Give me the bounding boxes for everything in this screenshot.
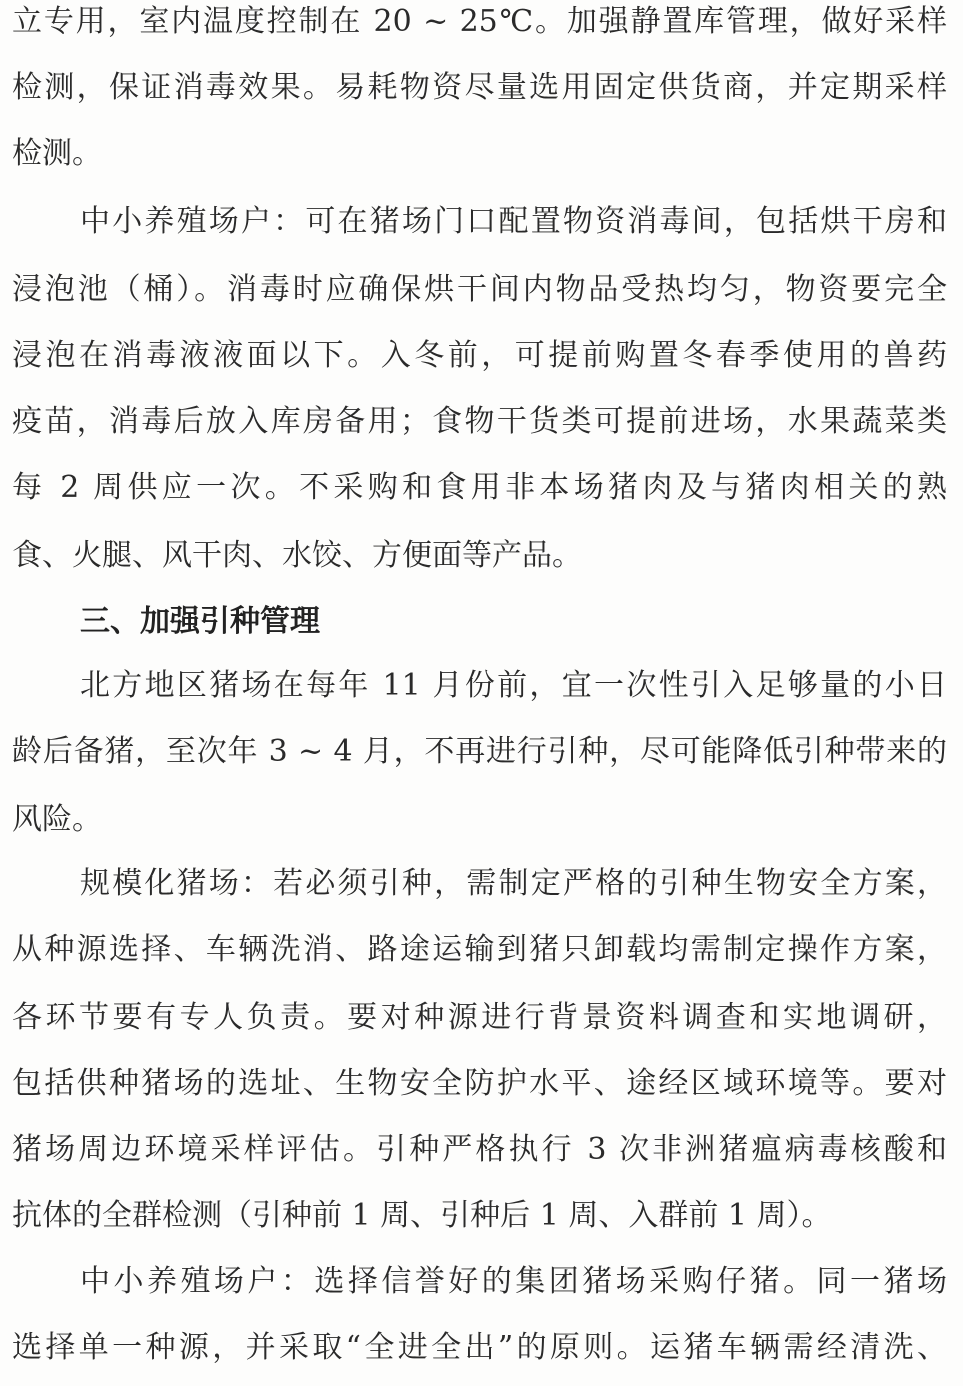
text-line: 浸泡池（桶）。消毒时应确保烘干间内物品受热均匀，物资要完全 — [12, 272, 947, 307]
text-line: 抗体的全群检测（引种前 1 周、引种后 1 周、入群前 1 周）。 — [12, 1198, 832, 1233]
text-line: 龄后备猪，至次年 3 ~ 4 月，不再进行引种，尽可能降低引种带来的 — [12, 734, 947, 769]
text-line: 浸泡在消毒液液面以下。入冬前，可提前购置冬春季使用的兽药 — [12, 338, 947, 373]
text-line: 每 2 周供应一次。不采购和食用非本场猪肉及与猪肉相关的熟 — [12, 470, 947, 505]
text-line: 中小养殖场户：可在猪场门口配置物资消毒间，包括烘干房和 — [80, 204, 947, 239]
text-line: 各环节要有专人负责。要对种源进行背景资料调查和实地调研， — [12, 1000, 947, 1035]
text-line: 包括供种猪场的选址、生物安全防护水平、途经区域环境等。要对 — [12, 1066, 947, 1101]
section-heading: 三、加强引种管理 — [80, 604, 320, 639]
text-line: 立专用，室内温度控制在 20 ~ 25℃。加强静置库管理，做好采样 — [12, 4, 947, 39]
text-line: 规模化猪场：若必须引种，需制定严格的引种生物安全方案， — [80, 866, 947, 901]
text-line: 中小养殖场户：选择信誉好的集团猪场采购仔猪。同一猪场 — [80, 1264, 947, 1299]
text-line: 从种源选择、车辆洗消、路途运输到猪只卸载均需制定操作方案， — [12, 932, 947, 967]
text-line: 风险。 — [12, 802, 102, 837]
text-line: 食、火腿、风干肉、水饺、方便面等产品。 — [12, 538, 582, 573]
text-line: 北方地区猪场在每年 11 月份前，宜一次性引入足够量的小日 — [80, 668, 947, 703]
text-line: 猪场周边环境采样评估。引种严格执行 3 次非洲猪瘟病毒核酸和 — [12, 1132, 947, 1167]
text-line: 检测。 — [12, 136, 102, 171]
text-line: 疫苗，消毒后放入库房备用；食物干货类可提前进场，水果蔬菜类 — [12, 404, 947, 439]
text-line: 检测，保证消毒效果。易耗物资尽量选用固定供货商，并定期采样 — [12, 70, 947, 105]
text-line: 选择单一种源，并采取“全进全出”的原则。运猪车辆需经清洗、 — [12, 1330, 947, 1365]
